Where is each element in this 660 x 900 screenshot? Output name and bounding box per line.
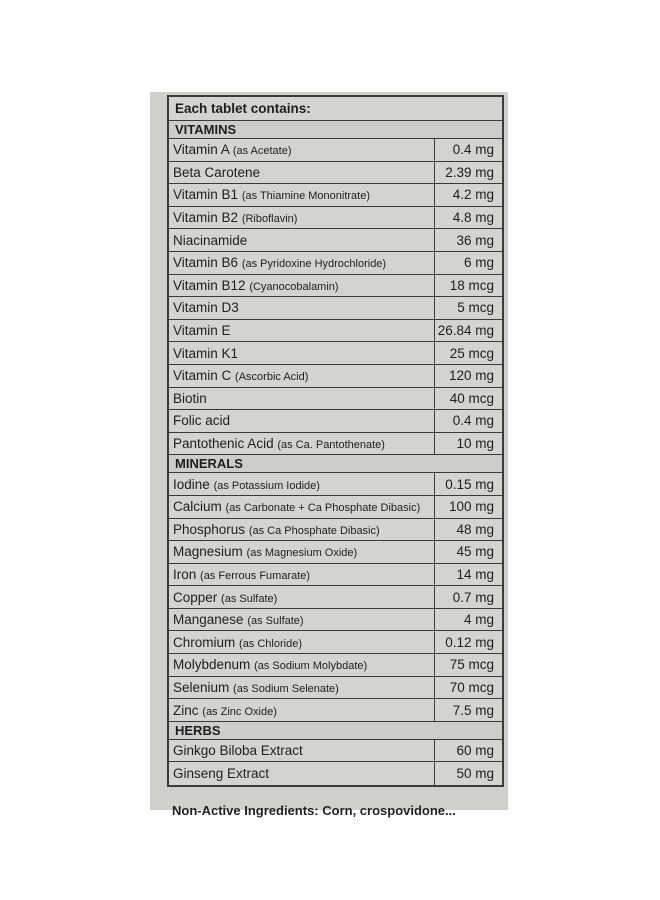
nutrient-name: Selenium: [173, 679, 230, 695]
nutrient-source: (as Ca Phosphate Dibasic): [248, 524, 380, 537]
nutrient-name: Vitamin B12: [173, 277, 246, 293]
nutrient-row: [169, 252, 502, 275]
nutrient-row: [169, 631, 502, 654]
nutrient-name-cell: [169, 657, 434, 672]
nutrient-name-cell: [169, 436, 434, 451]
nutrient-amount: 7.5 mg: [434, 699, 502, 721]
nutrient-row: [169, 320, 502, 343]
nutrient-name-cell: [169, 544, 434, 559]
nutrient-name: Ginkgo Biloba Extract: [173, 743, 303, 759]
nutrient-source: (as Pyridoxine Hydrochloride): [241, 258, 387, 271]
nutrient-row: [169, 699, 502, 722]
nutrient-row: [169, 297, 502, 320]
nutrient-row: [169, 365, 502, 388]
nutrient-row: [169, 541, 502, 564]
nutrient-amount: 18 mcg: [434, 275, 502, 297]
nutrient-name: Vitamin B6: [173, 255, 239, 271]
nutrient-source: (Cyanocobalamin): [249, 280, 339, 293]
nutrient-name-cell: [169, 612, 434, 627]
nutrient-name: Niacinamide: [173, 232, 248, 248]
nutrient-name: Beta Carotene: [173, 164, 261, 180]
nutrient-name-cell: [169, 255, 434, 270]
nutrient-name: Manganese: [173, 612, 244, 628]
nutrient-row: [169, 654, 502, 677]
nutrient-amount: 40 mcg: [434, 388, 502, 410]
nutrient-amount: 6 mg: [434, 252, 502, 274]
nutrient-amount: 0.15 mg: [434, 473, 502, 495]
nutrient-row: [169, 473, 502, 496]
nutrient-amount: 45 mg: [434, 541, 502, 563]
nutrient-amount: 14 mg: [434, 564, 502, 586]
nutrient-name: Vitamin D3: [173, 300, 239, 316]
nutrient-row: [169, 184, 502, 207]
nutrient-name: Magnesium: [173, 544, 243, 560]
nutrient-name: Ginseng Extract: [173, 766, 270, 782]
nutrient-amount: 50 mg: [434, 762, 502, 785]
nutrient-row: [169, 740, 502, 763]
nutrient-name: Molybdenum: [173, 657, 251, 673]
nutrient-name-cell: [169, 368, 434, 383]
table-header: Each tablet contains:: [169, 97, 502, 121]
nutrient-source: (as Carbonate + Ca Phosphate Dibasic): [225, 502, 421, 515]
nutrient-name-cell: [169, 323, 434, 338]
nutrient-amount: 75 mcg: [434, 654, 502, 676]
nutrient-amount: 36 mg: [434, 229, 502, 251]
nutrient-name-cell: [169, 346, 434, 361]
nutrient-name-cell: [169, 187, 434, 202]
non-active-ingredients-text: Non-Active Ingredients: Corn, crospovidone...: [172, 803, 456, 818]
nutrient-row: [169, 275, 502, 298]
nutrient-name-cell: [169, 233, 434, 248]
nutrient-name-cell: [169, 680, 434, 695]
supplement-facts-table: [167, 95, 504, 787]
nutrient-name: Vitamin B2: [173, 210, 239, 226]
nutrient-name-cell: [169, 477, 434, 492]
nutrient-row: [169, 609, 502, 632]
nutrient-name-cell: [169, 210, 434, 225]
nutrient-name: Phosphorus: [173, 521, 246, 537]
nutrient-amount: 70 mcg: [434, 677, 502, 699]
nutrient-amount: 2.39 mg: [434, 162, 502, 184]
nutrient-name: Copper: [173, 589, 218, 605]
nutrient-name: Vitamin E: [173, 323, 231, 339]
nutrient-amount: 26.84 mg: [434, 320, 502, 342]
nutrient-source: (as Sulfate): [247, 615, 304, 628]
nutrient-source: (as Magnesium Oxide): [246, 547, 358, 560]
nutrient-source: (as Ca. Pantothenate): [277, 439, 385, 452]
nutrient-source: (as Ferrous Fumarate): [200, 569, 311, 582]
nutrient-name-cell: [169, 165, 434, 180]
nutrient-name-cell: [169, 278, 434, 293]
nutrient-source: (as Sulfate): [221, 592, 278, 605]
nutrient-name-cell: [169, 743, 434, 758]
nutrient-name: Vitamin C: [173, 368, 232, 384]
nutrient-source: (as Zinc Oxide): [202, 705, 277, 718]
nutrient-name: Chromium: [173, 634, 236, 650]
nutrient-amount: 0.4 mg: [434, 139, 502, 161]
nutrient-name: Calcium: [173, 499, 222, 515]
nutrient-row: [169, 388, 502, 411]
nutrient-row: [169, 677, 502, 700]
nutrient-row: [169, 586, 502, 609]
nutrient-name: Zinc: [173, 702, 199, 718]
nutrient-row: [169, 762, 502, 785]
nutrient-amount: 4.8 mg: [434, 207, 502, 229]
nutrient-amount: 48 mg: [434, 519, 502, 541]
nutrient-row: [169, 410, 502, 433]
nutrient-name-cell: [169, 590, 434, 605]
nutrient-amount: 4 mg: [434, 609, 502, 631]
nutrient-name: Vitamin B1: [173, 187, 239, 203]
nutrient-source: (as Thiamine Mononitrate): [241, 190, 370, 203]
nutrient-source: (Ascorbic Acid): [235, 371, 309, 384]
nutrient-name-cell: [169, 391, 434, 406]
nutrient-name: Biotin: [173, 390, 207, 406]
nutrient-amount: 25 mcg: [434, 342, 502, 364]
nutrient-name-cell: [169, 703, 434, 718]
nutrient-amount: 60 mg: [434, 740, 502, 762]
nutrient-source: (as Potassium Iodide): [213, 479, 320, 492]
nutrient-source: (as Chloride): [239, 637, 302, 650]
nutrient-row: [169, 519, 502, 542]
nutrient-amount: 0.7 mg: [434, 586, 502, 608]
nutrient-amount: 0.4 mg: [434, 410, 502, 432]
nutrient-name-cell: [169, 635, 434, 650]
nutrient-name: Iodine: [173, 476, 210, 492]
nutrient-row: [169, 496, 502, 519]
nutrient-source: (as Acetate): [232, 145, 292, 158]
nutrient-name-cell: [169, 766, 434, 781]
nutrient-row: [169, 229, 502, 252]
nutrient-name-cell: [169, 300, 434, 315]
nutrient-name: Folic acid: [173, 413, 231, 429]
nutrient-name-cell: [169, 499, 434, 514]
nutrient-name: Vitamin K1: [173, 345, 239, 361]
nutrient-source: (as Sodium Selenate): [233, 682, 339, 695]
nutrient-row: [169, 342, 502, 365]
nutrient-row: [169, 162, 502, 185]
section-title-vitamins: VITAMINS: [169, 121, 502, 139]
nutrient-name-cell: [169, 142, 434, 157]
nutrient-row: [169, 139, 502, 162]
nutrient-amount: 4.2 mg: [434, 184, 502, 206]
nutrient-amount: 120 mg: [434, 365, 502, 387]
nutrient-name: Iron: [173, 566, 197, 582]
nutrient-name-cell: [169, 567, 434, 582]
nutrient-row: [169, 433, 502, 456]
nutrient-row: [169, 564, 502, 587]
nutrient-amount: 0.12 mg: [434, 631, 502, 653]
section-title-herbs: HERBS: [169, 722, 502, 740]
nutrient-name-cell: [169, 522, 434, 537]
nutrient-source: (Riboflavin): [241, 213, 298, 226]
nutrient-amount: 100 mg: [434, 496, 502, 518]
nutrient-name-cell: [169, 413, 434, 428]
nutrient-source: (as Sodium Molybdate): [254, 660, 368, 673]
nutrient-row: [169, 207, 502, 230]
nutrient-name: Vitamin A: [173, 142, 230, 158]
nutrient-amount: 5 mcg: [434, 297, 502, 319]
nutrient-name: Pantothenic Acid: [173, 436, 274, 452]
nutrient-amount: 10 mg: [434, 433, 502, 455]
section-title-minerals: MINERALS: [169, 455, 502, 473]
